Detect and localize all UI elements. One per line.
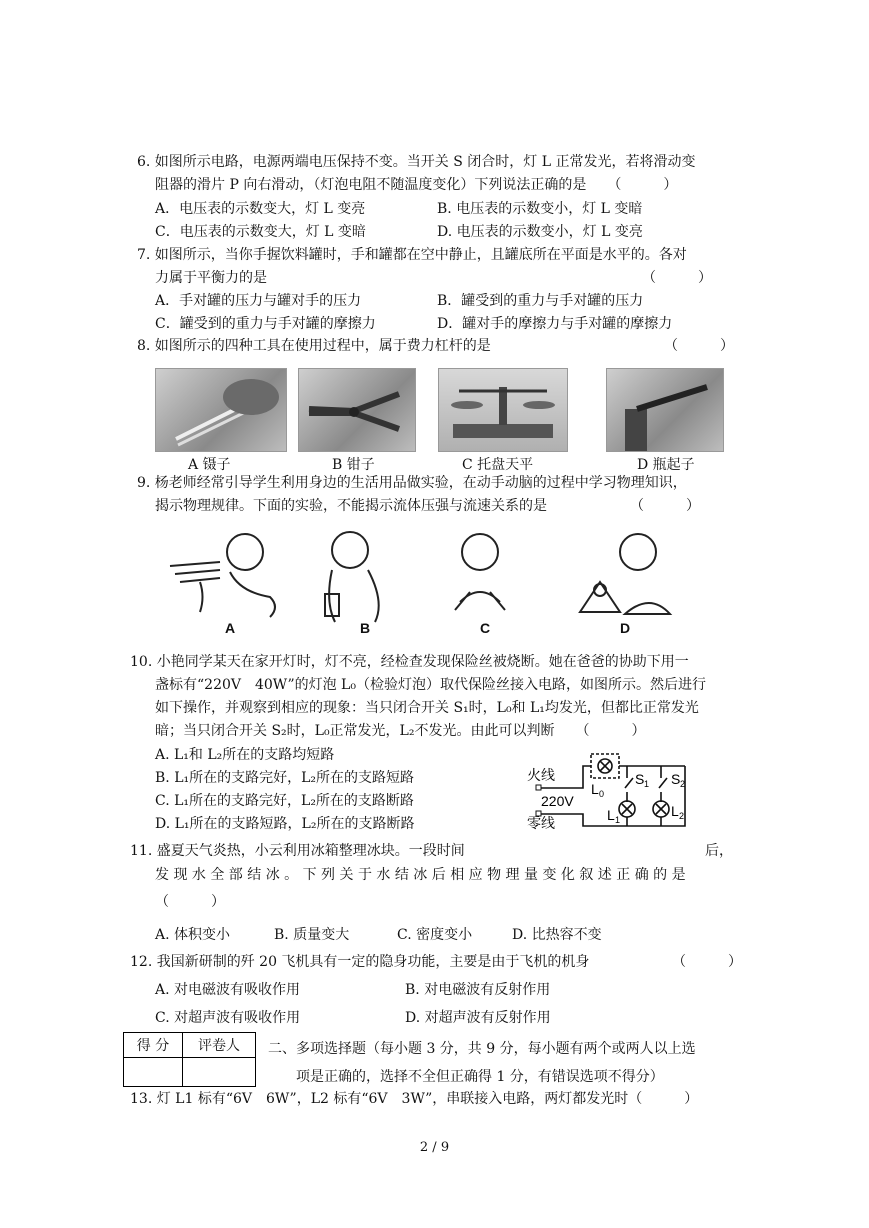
- q10-stem-line1: 10. 小艳同学某天在家开灯时，灯不亮，经检查发现保险丝被烧断。她在爸爸的协助下用一: [130, 654, 689, 670]
- neutral-wire-label: 零线: [527, 815, 555, 830]
- q6-stem-line1: 6. 如图所示电路，电源两端电压保持不变。当开关 S 闭合时，灯 L 正常发光，若将滑动变: [137, 154, 696, 170]
- switch-s1-label: S: [635, 771, 645, 787]
- q12-answer-paren: （ ）: [672, 954, 742, 970]
- bottle-opener-photo: [606, 368, 724, 452]
- grader-cell[interactable]: [183, 1058, 256, 1087]
- q7-option-d: D．罐对手的摩擦力与手对罐的摩擦力: [437, 316, 673, 332]
- tweezers-icon: [156, 369, 286, 451]
- experiment-a-drawing: [170, 534, 275, 617]
- q9-label-c: C: [480, 620, 491, 636]
- voltage-label: 220V: [541, 793, 574, 809]
- score-cell[interactable]: [124, 1058, 183, 1087]
- q8-caption-d: D 瓶起子: [637, 457, 695, 473]
- lamp-l0-subscript: 0: [599, 789, 605, 799]
- q12-option-c: C. 对超声波有吸收作用: [155, 1010, 301, 1026]
- q13-stem-line1: 13. 灯 L1 标有“6V 6W”，L2 标有“6V 3W”，串联接入电路，两灯都发光时（ ）: [130, 1091, 699, 1107]
- q11-answer-paren: （ ）: [155, 894, 225, 910]
- tweezers-photo: [155, 368, 287, 452]
- q7-stem-line1: 7. 如图所示，当你手握饮料罐时，手和罐都在空中静止，且罐底所在平面是水平的。各对: [137, 247, 687, 263]
- q6-option-b: B. 电压表的示数变小，灯 L 变暗: [437, 201, 643, 217]
- q7-option-b: B．罐受到的重力与手对罐的压力: [437, 293, 644, 309]
- switch-s1-subscript: 1: [644, 779, 650, 789]
- q7-option-a: A．手对罐的压力与罐对手的压力: [155, 293, 362, 309]
- lamp-l0-label: L: [591, 781, 599, 797]
- q6-option-a: A．电压表的示数变大，灯 L 变亮: [155, 201, 366, 217]
- q12-option-b: B. 对电磁波有反射作用: [405, 982, 551, 998]
- q8-answer-paren: （ ）: [664, 338, 734, 354]
- q9-experiments-figure: [160, 522, 680, 640]
- q11-stem-line1a: 11. 盛夏天气炎热，小云利用冰箱整理冰块。一段时间: [130, 843, 465, 859]
- score-table: [123, 1032, 256, 1087]
- page-number: 2 / 9: [419, 1140, 450, 1155]
- q9-label-d: D: [620, 620, 631, 636]
- experiment-d-drawing: [580, 534, 670, 614]
- lamp-l2-label: L: [671, 803, 679, 819]
- q10-option-c: C. L₁所在的支路完好，L₂所在的支路断路: [155, 793, 414, 809]
- q12-option-a: A. 对电磁波有吸收作用: [155, 982, 301, 998]
- lamp-l2-subscript: 2: [679, 811, 685, 821]
- experiment-b-drawing: [325, 532, 379, 622]
- q11-stem-line2: 发 现 水 全 部 结 冰 。 下 列 关 于 水 结 冰 后 相 应 物 理 量 变 化 叙 述 正 确 的 是: [155, 867, 686, 883]
- q11-stem-line1b: 后，: [705, 843, 733, 859]
- q6-option-d: D. 电压表的示数变小，灯 L 变亮: [437, 224, 643, 240]
- grader-header: 评卷人: [183, 1033, 256, 1058]
- q7-answer-paren: （ ）: [642, 270, 712, 286]
- q7-option-c: C．罐受到的重力与手对罐的摩擦力: [155, 316, 376, 332]
- q11-option-a: A. 体积变小: [155, 927, 231, 943]
- q10-stem-line4: 暗；当只闭合开关 S₂时，L₀正常发光，L₂不发光。由此可以判断 （ ）: [155, 723, 646, 739]
- pliers-icon: [299, 369, 415, 451]
- q8-caption-c: C 托盘天平: [462, 457, 534, 473]
- q10-option-a: A. L₁和 L₂所在的支路均短路: [155, 747, 335, 763]
- q9-stem-line2: 揭示物理规律。下面的实验，不能揭示流体压强与流速关系的是: [155, 498, 547, 514]
- q12-stem-line1: 12. 我国新研制的歼 20 飞机具有一定的隐身功能，主要是由于飞机的机身: [130, 954, 590, 970]
- q11-option-c: C. 密度变小: [397, 927, 473, 943]
- experiment-c-drawing: [455, 534, 505, 610]
- section2-heading-line2: 项是正确的，选择不全但正确得 1 分，有错误选项不得分）: [296, 1069, 664, 1085]
- q8-caption-a: A 镊子: [188, 457, 231, 473]
- q10-option-b: B. L₁所在的支路完好，L₂所在的支路短路: [155, 770, 415, 786]
- q9-stem-line1: 9. 杨老师经常引导学生利用身边的生活用品做实验，在动手动脑的过程中学习物理知识，: [137, 475, 687, 491]
- balance-photo: [438, 368, 568, 452]
- balance-scale-icon: [439, 369, 567, 451]
- section2-heading-line1: 二、多项选择题（每小题 3 分，共 9 分，每小题有两个或两人以上选: [268, 1041, 696, 1057]
- q10-option-d: D. L₁所在的支路短路，L₂所在的支路断路: [155, 816, 415, 832]
- q11-option-b: B. 质量变大: [274, 927, 350, 943]
- q11-option-d: D. 比热容不变: [512, 927, 602, 943]
- pliers-photo: [298, 368, 416, 452]
- live-wire-label: 火线: [527, 767, 555, 783]
- q7-stem-line2: 力属于平衡力的是: [155, 270, 267, 286]
- q8-caption-b: B 钳子: [332, 457, 375, 473]
- switch-s2-label: S: [671, 771, 681, 787]
- bottle-opener-icon: [607, 369, 723, 451]
- lamp-l1-label: L: [607, 807, 615, 823]
- q10-circuit-diagram: [525, 748, 705, 830]
- lamp-l1-subscript: 1: [615, 815, 621, 825]
- q12-option-d: D. 对超声波有反射作用: [405, 1010, 551, 1026]
- q9-answer-paren: （ ）: [630, 498, 700, 514]
- q9-label-a: A: [225, 620, 236, 636]
- q6-option-c: C．电压表的示数变大，灯 L 变暗: [155, 224, 366, 240]
- switch-s2-subscript: 2: [680, 779, 686, 789]
- q10-stem-line3: 如下操作，并观察到相应的现象：当只闭合开关 S₁时，L₀和 L₁均发光，但都比正常发光: [155, 700, 699, 716]
- q8-stem-line1: 8. 如图所示的四种工具在使用过程中，属于费力杠杆的是: [137, 338, 491, 354]
- score-header: 得 分: [124, 1033, 183, 1058]
- q6-stem-line2: 阻器的滑片 P 向右滑动，（灯泡电阻不随温度变化）下列说法正确的是 （ ）: [155, 177, 678, 193]
- q9-label-b: B: [360, 620, 371, 636]
- q10-stem-line2: 盏标有“220V 40W”的灯泡 L₀（检验灯泡）取代保险丝接入电路，如图所示。然后进行: [155, 677, 706, 693]
